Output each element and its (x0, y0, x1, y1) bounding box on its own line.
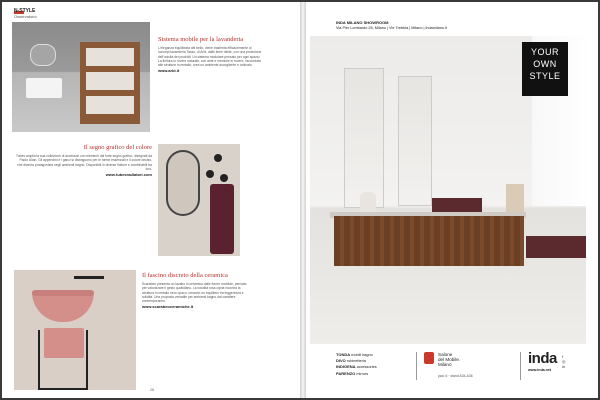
page-number: 28 (150, 388, 154, 392)
salone-logo-icon (424, 352, 434, 364)
product-credits (336, 352, 377, 377)
social-icons (562, 354, 566, 369)
divider (520, 352, 521, 380)
hook-shape (206, 170, 214, 178)
laundry-photo (12, 22, 150, 132)
shelf-cell (86, 96, 134, 114)
inda-url[interactable]: www.inda.net (528, 368, 552, 372)
divider (416, 352, 417, 380)
your-own-style-box (522, 42, 568, 96)
section-name: N-STYLE (14, 8, 36, 14)
sink-shape (26, 78, 62, 98)
article-url[interactable]: www.arbi.it (158, 68, 180, 74)
article-ceramic (142, 272, 250, 388)
tap-shape (74, 276, 104, 279)
article-title: Il fascino discreto della ceramica (142, 272, 228, 279)
oval-mirror-shape (166, 150, 200, 216)
article-title: Il segno grafico del colore (83, 144, 152, 151)
tagline-line: OWN (533, 59, 557, 69)
shelf-cell (86, 72, 134, 90)
page-header (14, 8, 37, 19)
instagram-icon[interactable]: ◎ (562, 359, 566, 364)
article-url[interactable]: www.tubesradiatori.com (105, 172, 152, 178)
mirror-shape (344, 68, 384, 208)
subsection-name: Osservatorio (14, 14, 37, 19)
round-mirror-shape (30, 44, 56, 66)
article-graphic-color (14, 144, 152, 262)
right-page-ad (306, 2, 598, 398)
ad-footer (336, 348, 576, 388)
wood-shelving-shape (80, 42, 140, 124)
towel-shape (210, 184, 234, 254)
credit-line: PARENZO mirrors (336, 370, 369, 376)
magazine-spread (2, 2, 598, 398)
linkedin-icon[interactable]: in (562, 364, 566, 369)
left-page (2, 2, 300, 398)
accessories-photo (158, 144, 240, 256)
lower-basin-shape (44, 328, 84, 358)
ceramic-basin-photo (14, 270, 136, 390)
shelf-cell (86, 48, 134, 66)
hook-shape (214, 154, 222, 162)
vase-shape (360, 192, 376, 212)
facebook-icon[interactable]: f (562, 354, 564, 359)
marble-bench-shape (526, 236, 586, 258)
article-body: Scarabeo presenta un lavabo in ceramica dalle forme morbide, pensato per valorizzare il gesto quotidiano. La tonalità rosa cipria incontra la struttura in metallo nero opaco, creando un equilibrio tra leggerezza e solidità. Una proposta versatile per ambienti bagno dal carattere contemporaneo. (142, 282, 247, 304)
article-url[interactable]: www.scarabeoceramiche.it (142, 304, 194, 310)
credit-line: INDIGENA accessories (336, 364, 377, 370)
wood-vanity-shape (334, 216, 524, 266)
inda-logo: inda (528, 350, 557, 367)
credit-line: TONDA mobili bagno (336, 352, 373, 357)
article-title: Sistema mobile per la lavanderia (158, 36, 244, 43)
mirror-shape (398, 76, 432, 206)
salone-name: Salone del Mobile. Milano (438, 352, 461, 367)
showroom-header (336, 20, 447, 31)
showroom-title: INDA MILANO SHOWROOM (336, 20, 389, 25)
article-body: Tubes amplia la sua collezione di accessori con elementi dal forte segno grafico, disegnati da Paolo Ulian. Gli appendini e i ganci si distinguono per le forme essenziali e il colore deciso, che diventa protagonista negli ambienti bagno. Disponibili in diverse finiture e combinabili tra loro. (15, 154, 152, 171)
article-body: L'eleganza equilibrata del bello, viene trasferita efficacemente al concept lavanderia Tasso, di Arbi, dalle linee nitide, con una proiezione dell'unicità dei prodotti. Un sistema modulare pensato per ogni spazio. La finitura in rovere naturale, con ante e mensole in rovere, raccordata alle strutture in metallo, crea un ambiente accogliente e ordinato. (158, 46, 262, 68)
basin-rim-shape (32, 290, 94, 296)
showroom-address: Via Pier Lombardo 28, Milano | Vie Trebbia | Milano | indamilano.it (336, 26, 447, 30)
basin-shape (32, 292, 94, 322)
article-laundry (158, 36, 262, 132)
credit-line: DIVO rubinetteria (336, 358, 366, 364)
tagline-line: YOUR (530, 47, 559, 57)
tagline-line: STYLE (529, 71, 561, 81)
hook-shape (220, 174, 228, 182)
fair-stand: pad. 6 · stand A34-A36 (438, 374, 473, 378)
